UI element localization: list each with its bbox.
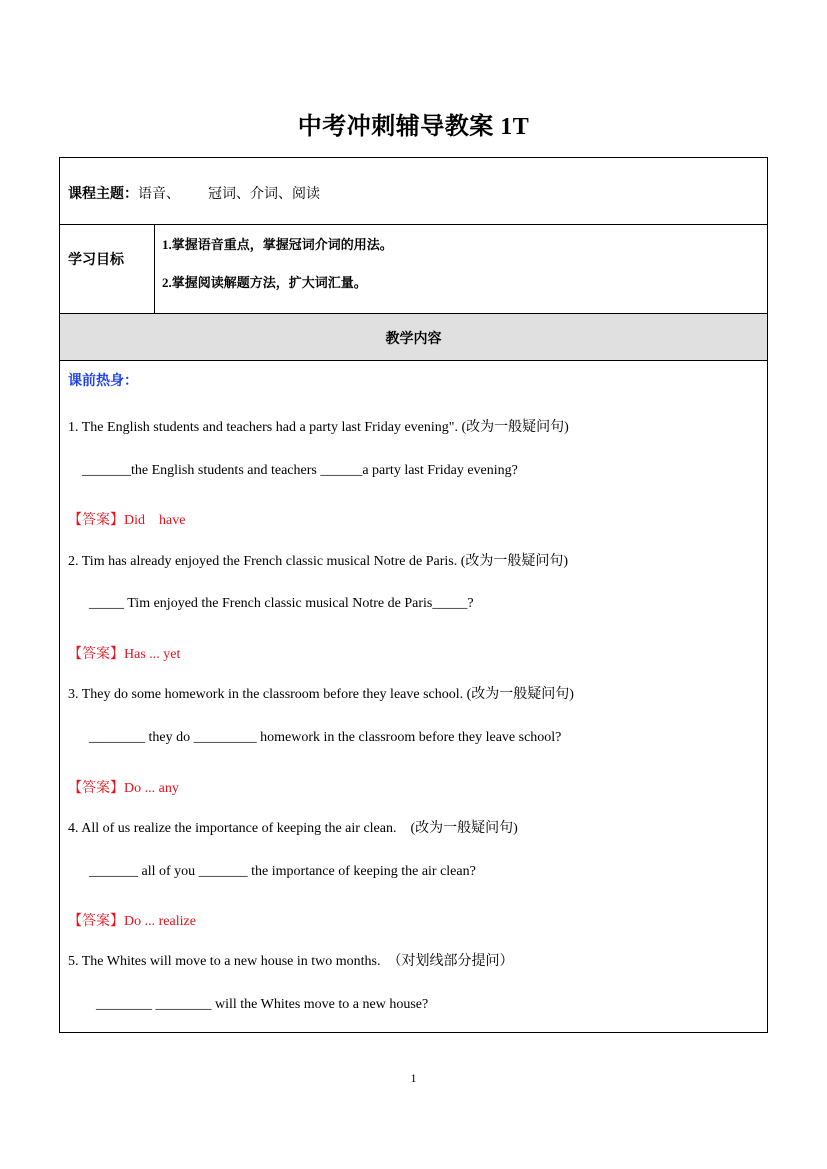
lesson-table <box>59 157 768 1033</box>
goal-item-2: 2.掌握阅读解题方法，扩大词汇量。 <box>162 275 367 290</box>
content-header-row <box>60 314 767 361</box>
topic-cell <box>68 183 320 203</box>
page-number: 1 <box>410 1071 417 1085</box>
question-4-blank: _______ all of you _______ the importance of keeping the air clean? <box>89 864 476 879</box>
question-4-answer: 【答案】Do ... realize <box>68 914 196 929</box>
question-3-answer: 【答案】Do ... any <box>68 781 179 796</box>
goal-row <box>60 225 767 314</box>
question-3-blank: ________ they do _________ homework in the classroom before they leave school? <box>89 730 562 745</box>
question-3-prompt: 3. They do some homework in the classroom before they leave school. (改为一般疑问句) <box>68 687 574 702</box>
goal-label: 学习目标 <box>68 253 124 268</box>
question-1-blank: _______the English students and teachers ______a party last Friday evening? <box>82 463 518 478</box>
question-2-answer: 【答案】Has ... yet <box>68 647 181 662</box>
question-4-prompt: 4. All of us realize the importance of keeping the air clean. (改为一般疑问句) <box>68 821 518 836</box>
document-title: 中考冲刺辅导教案 1T <box>297 114 530 140</box>
topic-label: 课程主题： <box>68 187 138 202</box>
content-header: 教学内容 <box>385 332 442 347</box>
question-1-answer: 【答案】Did have <box>68 513 186 528</box>
question-2-blank: _____ Tim enjoyed the French classic musical Notre de Paris_____? <box>89 596 474 611</box>
content-section <box>60 361 767 1032</box>
topic-value: 语音、 冠词、介词、阅读 <box>138 187 320 202</box>
goal-divider <box>154 225 155 313</box>
warmup-label: 课前热身： <box>68 374 138 389</box>
topic-row <box>60 158 767 225</box>
goal-item-1: 1.掌握语音重点，掌握冠词介词的用法。 <box>162 237 393 252</box>
question-1-prompt: 1. The English students and teachers had a party last Friday evening". (改为一般疑问句) <box>68 420 569 435</box>
question-5-blank: ________ ________ will the Whites move to a new house? <box>96 997 429 1012</box>
question-2-prompt: 2. Tim has already enjoyed the French classic musical Notre de Paris. (改为一般疑问句) <box>68 554 569 569</box>
question-5-prompt: 5. The Whites will move to a new house in two months. （对划线部分提问） <box>68 954 514 969</box>
